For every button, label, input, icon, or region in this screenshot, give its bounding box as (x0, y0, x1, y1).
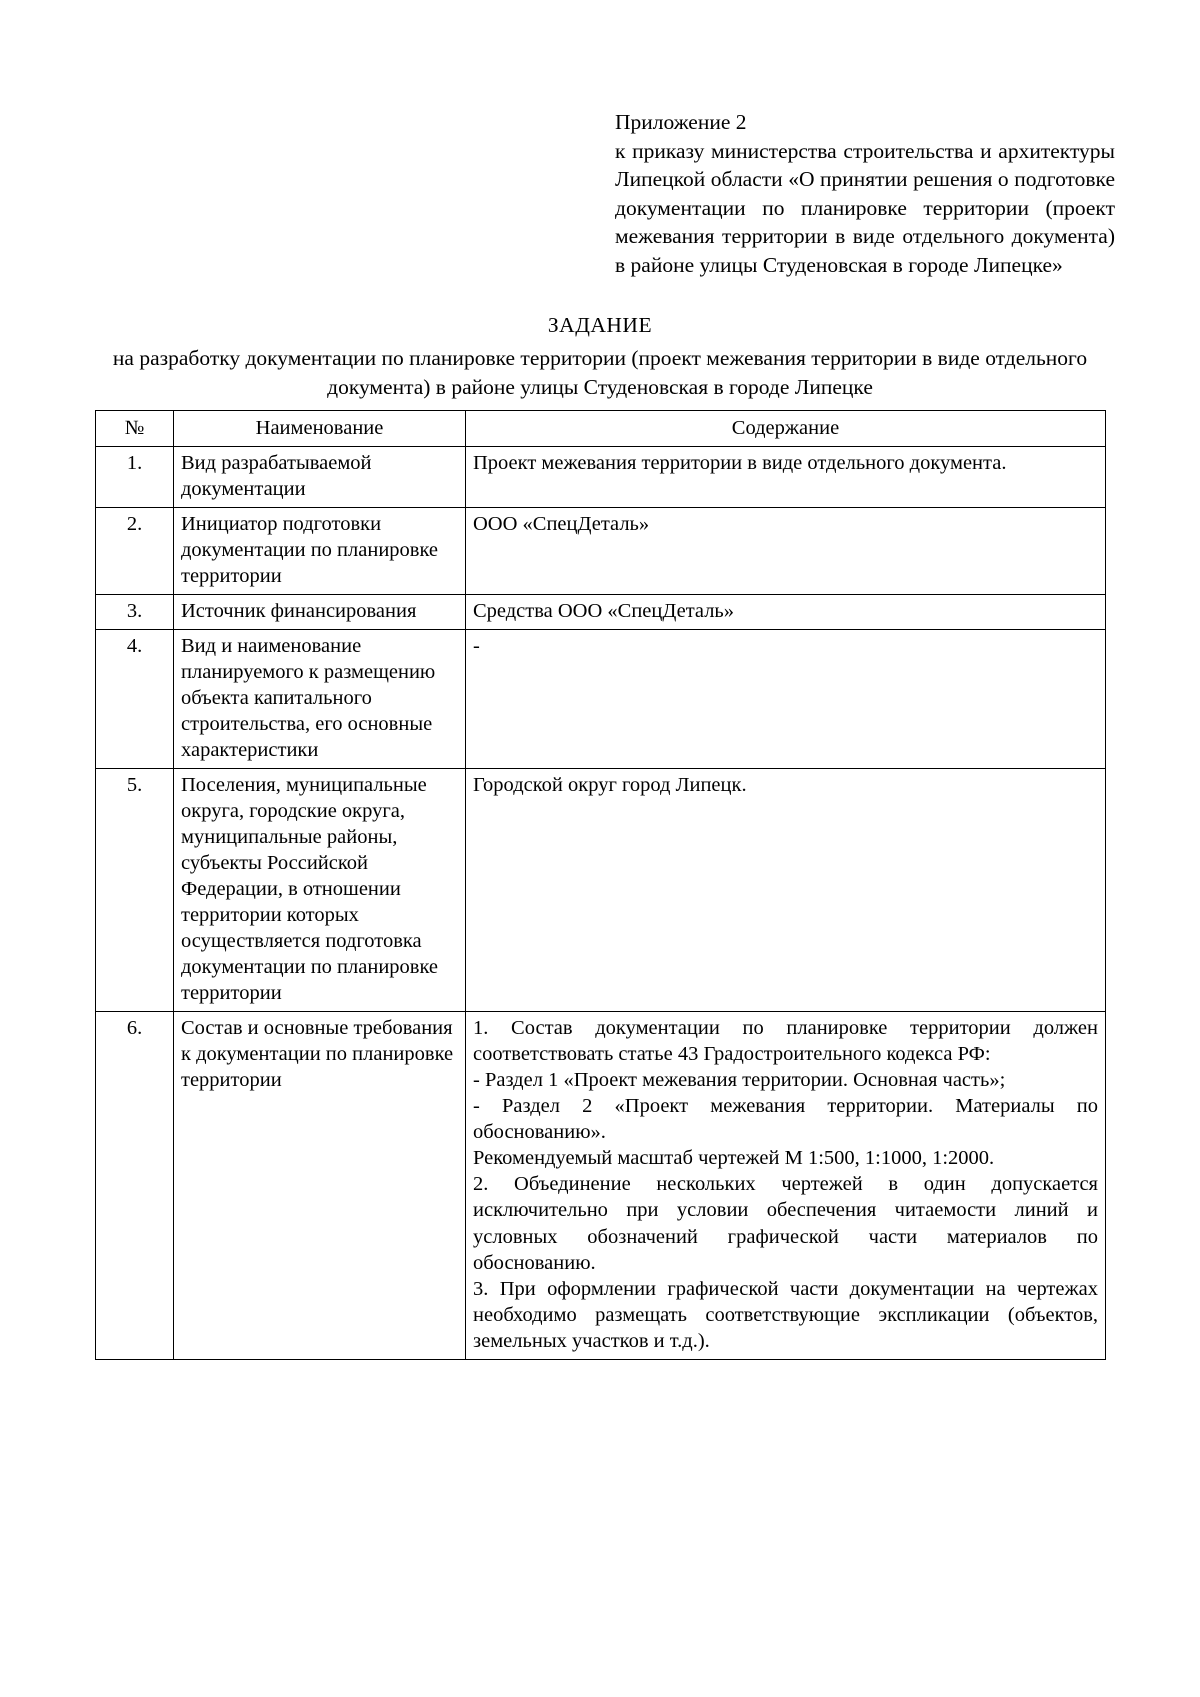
column-header-number: № (96, 410, 174, 446)
table-row (96, 594, 1106, 629)
row-content-paragraph: - (473, 634, 480, 657)
row-content (466, 446, 1106, 507)
row-content-paragraph: - Раздел 1 «Проект межевания территории. Основная часть»; (473, 1069, 1006, 1092)
table-row (96, 768, 1106, 1011)
page-subtitle: на разработку документации по планировке территории (проект межевания территории в виде отдельного документа) в районе улицы Студеновская в городе Липецке (112, 345, 1088, 399)
row-content (466, 629, 1106, 768)
table-header-row (96, 410, 1106, 446)
row-content (466, 594, 1106, 629)
row-number: 1. (96, 446, 174, 507)
row-name: Вид разрабатываемой документации (174, 446, 466, 507)
row-name: Состав и основные требования к документации по планировке территории (174, 1012, 466, 1359)
table-row (96, 629, 1106, 768)
appendix-number: Приложение 2 (615, 110, 747, 134)
document-header (615, 108, 1115, 280)
row-name: Инициатор подготовки документации по планировке территории (174, 507, 466, 594)
row-content-paragraph: Рекомендуемый масштаб чертежей М 1:500, 1:1000, 1:2000. (473, 1147, 995, 1170)
row-content-paragraph: 3. При оформлении графической части документации на чертежах необходимо размещать соответствующие экспликации (объектов, земельных участков и т.д.). (473, 1277, 1098, 1352)
row-number: 6. (96, 1012, 174, 1359)
column-header-content: Содержание (466, 410, 1106, 446)
row-name: Поселения, муниципальные округа, городские округа, муниципальные районы, субъекты Российской Федерации, в отношении территории которых осуществляется подготовка документации по планировке территории (174, 768, 466, 1011)
row-content-paragraph: Средства ООО «СпецДеталь» (473, 599, 735, 622)
page-title: ЗАДАНИЕ (547, 312, 653, 337)
appendix-reference: к приказу министерства строительства и архитектуры Липецкой области «О принятии решения о подготовке документации по планировке территории (проект межевания территории в виде отдельного документа) в районе улицы Студеновская в городе Липецке» (615, 138, 1115, 277)
row-number: 5. (96, 768, 174, 1011)
row-content (466, 1012, 1106, 1359)
table-row (96, 446, 1106, 507)
row-content-paragraph: ООО «СпецДеталь» (473, 512, 650, 535)
row-content-paragraph: Проект межевания территории в виде отдельного документа. (473, 451, 1007, 474)
row-content-paragraph: Городской округ город Липецк. (473, 773, 747, 796)
row-number: 4. (96, 629, 174, 768)
row-name: Источник финансирования (174, 594, 466, 629)
row-name: Вид и наименование планируемого к размещению объекта капитального строительства, его основные характеристики (174, 629, 466, 768)
task-table (95, 410, 1106, 1360)
column-header-name: Наименование (174, 410, 466, 446)
row-content-paragraph: 2. Объединение нескольких чертежей в один допускается исключительно при условии обеспечения читаемости линий и условных обозначений графической части материалов по обоснованию. (473, 1173, 1098, 1274)
row-number: 2. (96, 507, 174, 594)
row-content (466, 507, 1106, 594)
row-number: 3. (96, 594, 174, 629)
table-row (96, 1012, 1106, 1359)
row-content-paragraph: - Раздел 2 «Проект межевания территории. Материалы по обоснованию». (473, 1095, 1098, 1144)
row-content-paragraph: 1. Состав документации по планировке территории должен соответствовать статье 43 Градостроительного кодекса РФ: (473, 1017, 1098, 1066)
row-content (466, 768, 1106, 1011)
table-row (96, 507, 1106, 594)
